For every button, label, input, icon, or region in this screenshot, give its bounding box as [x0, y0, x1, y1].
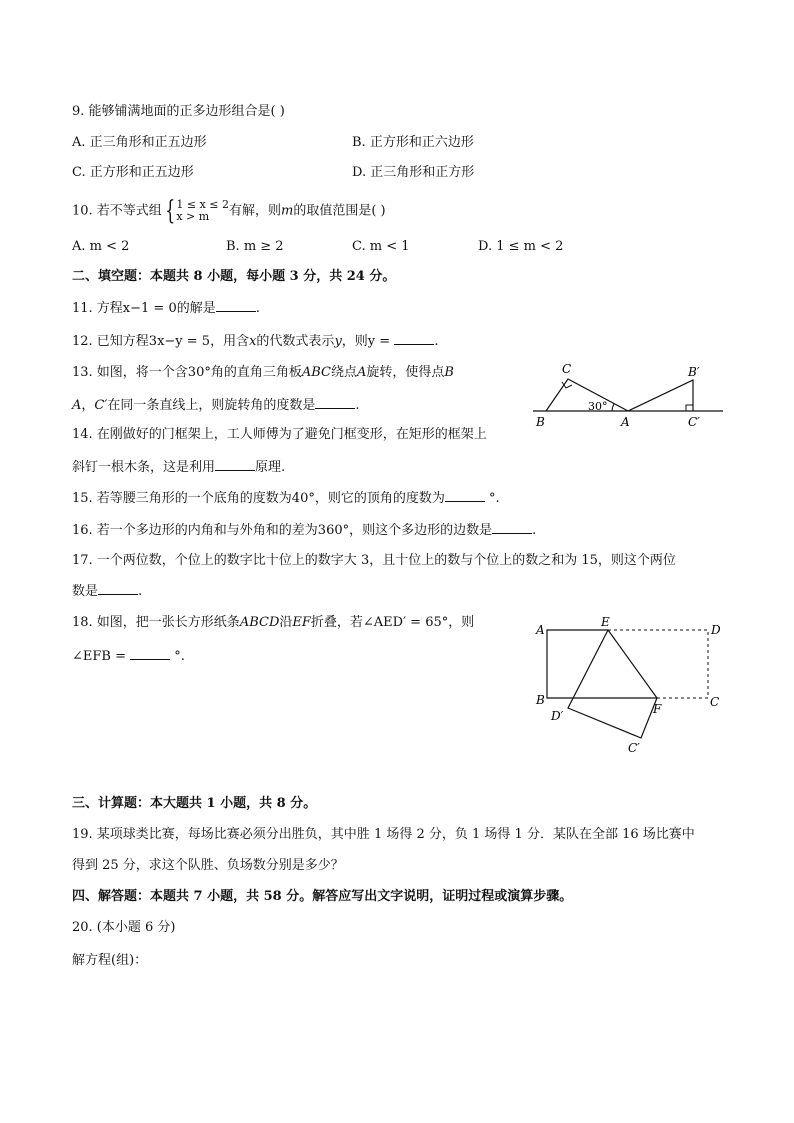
label-d-prime: D′	[551, 709, 564, 723]
q9-option-b: B. 正方形和正六边形	[352, 135, 474, 150]
q15-text: 15. 若等腰三角形的一个底角的度数为40°，则它的顶角的度数为	[72, 491, 445, 506]
q16	[72, 521, 536, 540]
q13-text-c: 旋转，使得点	[366, 365, 445, 380]
q18-text-c: 折叠，若∠AED′ = 65°，则	[310, 615, 475, 630]
inequality-row-2: x > m	[176, 210, 210, 223]
answer-blank	[394, 332, 434, 345]
q18-ef: EF	[292, 615, 311, 630]
q10-option-d: D. 1 ≤ m < 2	[478, 239, 564, 254]
label-e: E	[601, 616, 610, 629]
q13-a: A	[357, 365, 367, 380]
inequality-row-1: 1 ≤ x ≤ 2	[176, 198, 229, 211]
q11-text: 11. 方程x−1 = 0的解是	[72, 301, 216, 316]
q10-suffix-b: 的取值范围是( )	[293, 203, 386, 219]
q18-text-a: 18. 如图，把一张长方形纸条	[72, 615, 240, 630]
label-b-prime: B′	[688, 365, 700, 379]
q16-text: 16. 若一个多边形的内角和与外角和的差为360°，则这个多边形的边数是	[72, 523, 493, 538]
q12-var-y: y	[334, 334, 342, 349]
q12	[72, 332, 438, 351]
q12-text-a: 12. 已知方程3x−y = 5，用含	[72, 334, 250, 349]
triangle-abc	[546, 379, 628, 411]
answer-blank	[215, 458, 255, 471]
answer-blank	[130, 647, 170, 660]
angle-arc	[612, 404, 614, 411]
q17-line-2	[72, 582, 142, 601]
q10-prefix: 10. 若不等式组	[72, 203, 162, 219]
label-b: B	[536, 415, 545, 429]
q14-line-1: 14. 在刚做好的门框架上，工人师傅为了避免门框变形，在矩形的框架上	[72, 427, 487, 442]
answer-blank	[98, 582, 138, 595]
rectangle-dashed-part	[608, 630, 708, 698]
label-angle-30: 30°	[588, 400, 608, 413]
q14-text-b: 原理.	[255, 460, 286, 475]
q12-end: .	[434, 334, 439, 349]
q18-abcd: ABCD	[239, 615, 280, 630]
q13-text-b: 绕点	[331, 365, 358, 380]
q13-a2: A	[72, 398, 82, 413]
q10-var: m	[281, 203, 294, 219]
label-c: C	[710, 695, 720, 709]
answer-blank	[315, 396, 355, 409]
label-b: B	[536, 693, 545, 707]
label-c: C	[562, 362, 572, 376]
q15	[72, 489, 500, 508]
q13-abc: ABC	[301, 365, 331, 380]
folded-part	[568, 630, 657, 738]
q9-stem: 9. 能够铺满地面的正多边形组合是( )	[72, 104, 285, 119]
q9-option-d: D. 正三角形和正方形	[352, 165, 475, 180]
q12-var-x: x	[249, 334, 257, 349]
q10-option-b: B. m ≥ 2	[226, 239, 284, 254]
right-angle-mark-c-prime	[686, 405, 693, 411]
folded-rectangle-figure	[530, 616, 730, 761]
q18-text-d: ∠EFB =	[72, 649, 131, 664]
right-angle-mark-c	[562, 382, 572, 388]
q16-end: .	[532, 523, 537, 538]
label-c-prime: C′	[628, 741, 640, 755]
section-2-heading: 二、填空题：本题共 8 小题，每小题 3 分，共 24 分。	[72, 269, 396, 284]
q11-end: .	[255, 301, 260, 316]
section-4-heading: 四、解答题：本题共 7 小题，共 58 分。解答应写出文字说明，证明过程或演算步骤。	[72, 889, 573, 904]
q19-line-1: 19. 某项球类比赛，每场比赛必须分出胜负，其中胜 1 场得 2 分，负 1 场得 1 分．某队在全部 16 场比赛中	[72, 827, 695, 842]
q10-option-c: C. m < 1	[352, 239, 410, 254]
q13-line-1	[72, 364, 454, 382]
label-a: A	[621, 415, 630, 429]
q13-line-2	[72, 396, 359, 415]
q17-text: 数是	[72, 584, 99, 599]
q10-suffix-a: 有解，则	[228, 203, 281, 219]
section-3-heading: 三、计算题：本大题共 1 小题，共 8 分。	[72, 796, 317, 811]
q13-comma: ，	[81, 398, 95, 413]
label-a: A	[536, 623, 545, 637]
q18-end: °.	[174, 649, 185, 664]
q10-option-a: A. m < 2	[72, 239, 130, 254]
q18-line-2	[72, 647, 185, 666]
triangle-ab-prime-c-prime	[628, 380, 693, 411]
rotation-triangle-figure	[528, 360, 728, 430]
q13-c-prime: C′	[94, 398, 108, 413]
q20-line-2: 解方程(组)：	[72, 953, 148, 968]
q13-text-d: 在同一条直线上，则旋转角的度数是	[107, 398, 316, 413]
q9-option-a: A. 正三角形和正五边形	[72, 135, 207, 150]
fold-line-ef	[608, 630, 657, 698]
answer-blank	[216, 299, 256, 312]
q13-end: .	[355, 398, 360, 413]
label-c-prime: C′	[688, 415, 700, 429]
q9-option-c: C. 正方形和正五边形	[72, 165, 194, 180]
q10-stem	[72, 198, 386, 224]
q18-text-b: 沿	[279, 615, 293, 630]
q14-line-2	[72, 458, 285, 477]
q13-text-a: 13. 如图，将一个含30°角的直角三角板	[72, 365, 302, 380]
q13-b: B	[444, 365, 454, 380]
rectangle-left-part	[547, 630, 608, 698]
label-f: F	[653, 702, 662, 716]
inequality-system: {1 ≤ x ≤ 2 x > m	[165, 196, 229, 226]
label-d: D	[711, 623, 721, 637]
q18-line-1	[72, 614, 474, 632]
q12-text-c: ，则y =	[341, 334, 395, 349]
q20-line-1: 20. (本小题 6 分)	[72, 920, 176, 935]
q14-text-a: 斜钉一根木条，这是利用	[72, 460, 216, 475]
q12-text-b: 的代数式表示	[256, 334, 335, 349]
answer-blank	[492, 521, 532, 534]
answer-blank	[445, 489, 485, 502]
q19-line-2: 得到 25 分，求这个队胜、负场数分别是多少？	[72, 858, 344, 873]
q17-line-1: 17. 一个两位数，个位上的数字比十位上的数字大 3，且十位上的数与个位上的数之和为 15，则这个两位	[72, 553, 676, 568]
q11	[72, 299, 260, 318]
q17-end: .	[138, 584, 143, 599]
q15-end: °.	[489, 491, 500, 506]
